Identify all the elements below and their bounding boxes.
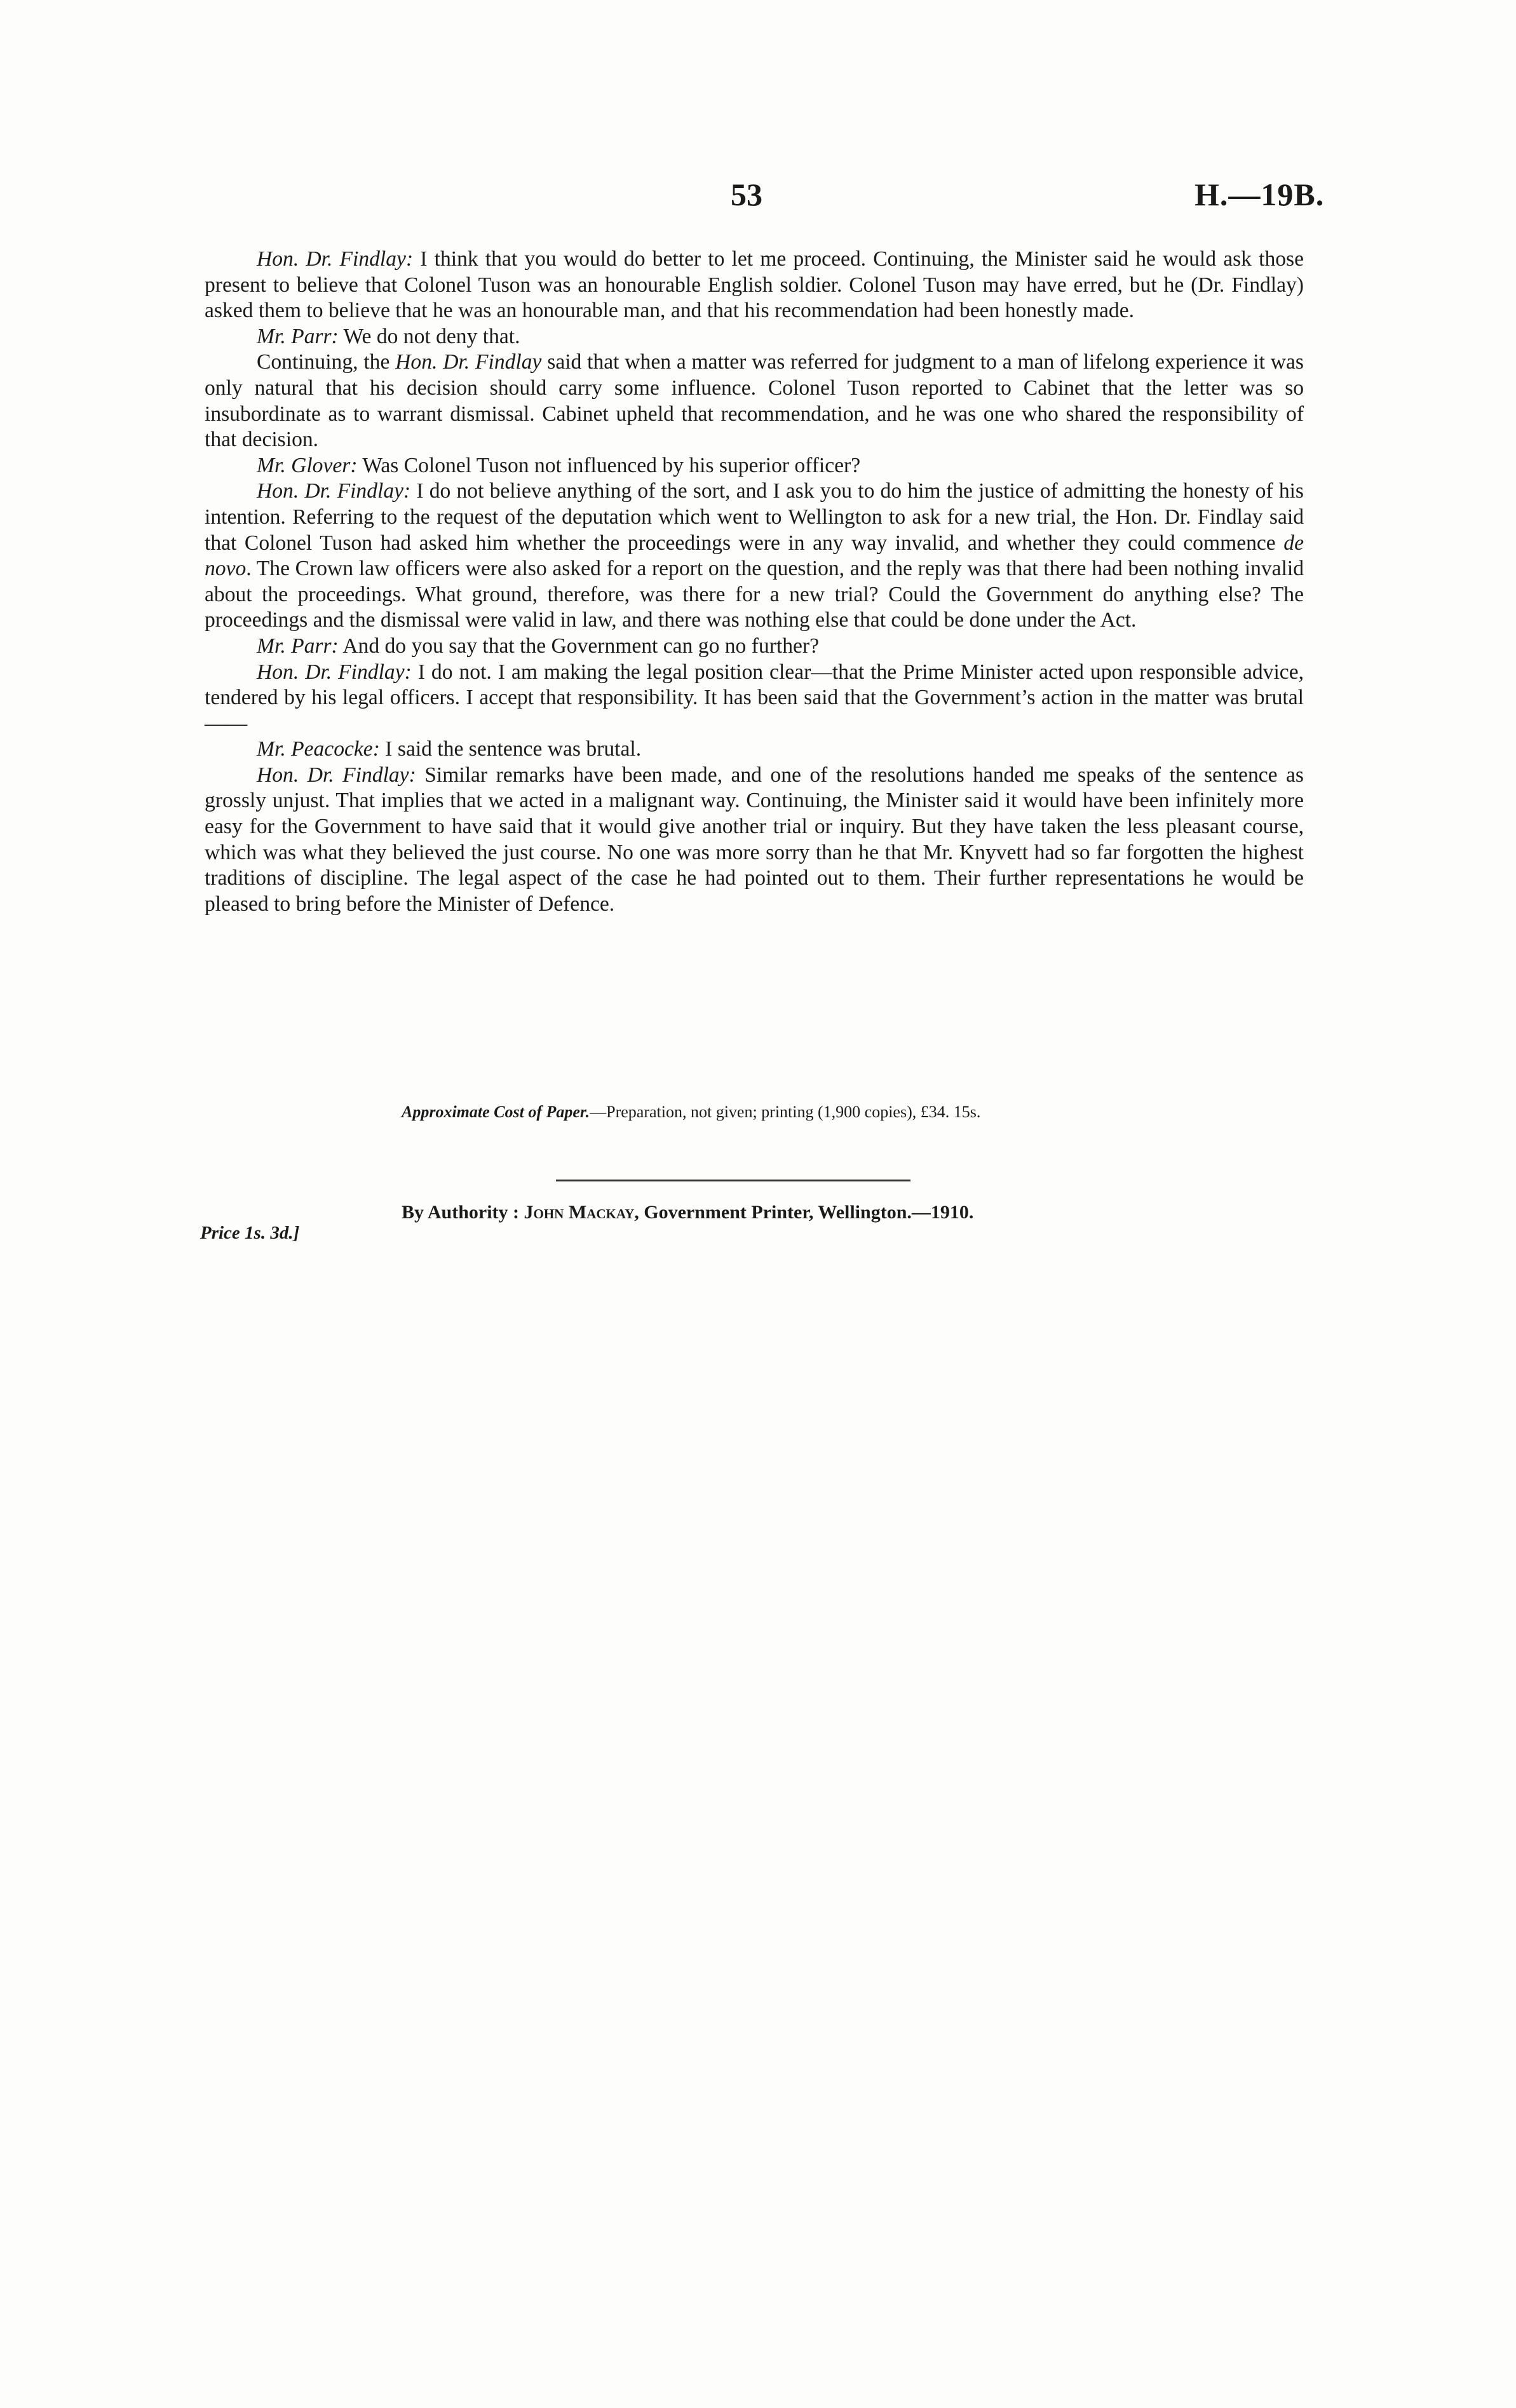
latin-phrase: de novo xyxy=(205,531,1304,581)
document-reference: H.—19B. xyxy=(1195,177,1325,212)
paragraph-text: said that when a matter was referred for judgment to a man of lifelong experience it was only natural that his decision should carry some influence. Colonel Tuson reported to Cabinet that the letter was so insubordinate as to warrant dismissal. Cabinet upheld that recommendation, and he was one who shared the responsibility of that decision. xyxy=(205,350,1304,452)
paragraph-text: I think that you would do better to let me proceed. Continuing, the Minister said he would ask those present to believe that Colonel Tuson was an honourable English soldier. Colonel Tuson may have erred, but he (Dr. Findlay) asked them to believe that he was an honourable man, and that his recommendation had been honestly made. xyxy=(205,247,1304,323)
paragraph xyxy=(205,350,1304,452)
speaker-label: Mr. Parr: xyxy=(257,634,339,658)
cost-of-paper xyxy=(402,1103,980,1122)
paragraph-text: I do not believe anything of the sort, and I ask you to do him the justice of admitting the honesty of his intention. Referring to the request of the deputation which went to Wellington to ask for a new trial, the Hon. Dr. Findlay said that Colonel Tuson had asked him whether the proceedings were in any way invalid, and whether they could commence xyxy=(205,479,1304,555)
paragraph xyxy=(205,634,1304,660)
paragraph-text: I do not. I am making the legal position clear—that the Prime Minister acted upon responsible advice, tendered by his legal officers. I accept that responsibility. It has been said that the Government’s action in the matter was brutal—— xyxy=(205,660,1304,735)
paragraph xyxy=(205,763,1304,918)
speaker-label: Mr. Glover: xyxy=(257,453,358,477)
paragraph-text-after: . The Crown law officers were also asked for a report on the question, and the reply was that there had been nothing invalid about the proceedings. What ground, therefore, was there for a new trial? Could the Government do anything else? The proceedings and the dismissal were valid in law, and there was nothing else that could be done under the Act. xyxy=(205,557,1304,632)
speaker-label: Hon. Dr. Findlay xyxy=(395,350,542,374)
speaker-label: Hon. Dr. Findlay: xyxy=(257,763,416,787)
price: Price 1s. 3d.] xyxy=(200,1223,300,1243)
paragraph-text-before: Continuing, the xyxy=(257,350,396,374)
speaker-label: Hon. Dr. Findlay: xyxy=(257,247,414,271)
speaker-label: Mr. Peacocke: xyxy=(257,737,380,761)
authority-prefix: By Authority : xyxy=(402,1202,524,1223)
paragraph-text: I said the sentence was brutal. xyxy=(379,737,642,761)
paragraph xyxy=(205,737,1304,763)
printer-imprint xyxy=(402,1202,973,1223)
speaker-label: Mr. Parr: xyxy=(257,324,339,348)
paragraph xyxy=(205,247,1304,324)
speaker-label: Hon. Dr. Findlay: xyxy=(257,479,411,503)
paragraph xyxy=(205,453,1304,479)
printer-name: John Mackay xyxy=(524,1202,635,1223)
paragraph xyxy=(205,660,1304,737)
paragraph-text: Similar remarks have been made, and one of the resolutions handed me speaks of the sentence as grossly unjust. That implies that we acted in a malignant way. Continuing, the Minister said it would have been infinitely more easy for the Government to have said that it would give another trial or inquiry. But they have taken the less pleasant course, which was what they believed the just course. No one was more sorry than he that Mr. Knyvett had so far forgotten the highest traditions of discipline. The legal aspect of the case he had pointed out to them. Their further representations he would be pleased to bring before the Minister of Defence. xyxy=(205,763,1304,916)
paragraph-text: We do not deny that. xyxy=(338,324,520,348)
divider xyxy=(556,1180,910,1181)
paragraph-text: And do you say that the Government can go no further? xyxy=(338,634,819,658)
page-number: 53 xyxy=(731,177,762,212)
transcript-body xyxy=(205,247,1304,917)
speaker-label: Hon. Dr. Findlay: xyxy=(257,660,412,684)
authority-suffix: , Government Printer, Wellington.—1910. xyxy=(634,1202,974,1223)
paragraph xyxy=(205,479,1304,634)
cost-text: —Preparation, not given; printing (1,900 copies), £34. 15s. xyxy=(590,1103,981,1121)
paragraph xyxy=(205,324,1304,350)
cost-label: Approximate Cost of Paper. xyxy=(402,1103,590,1121)
paragraph-text: Was Colonel Tuson not influenced by his superior officer? xyxy=(357,453,861,477)
